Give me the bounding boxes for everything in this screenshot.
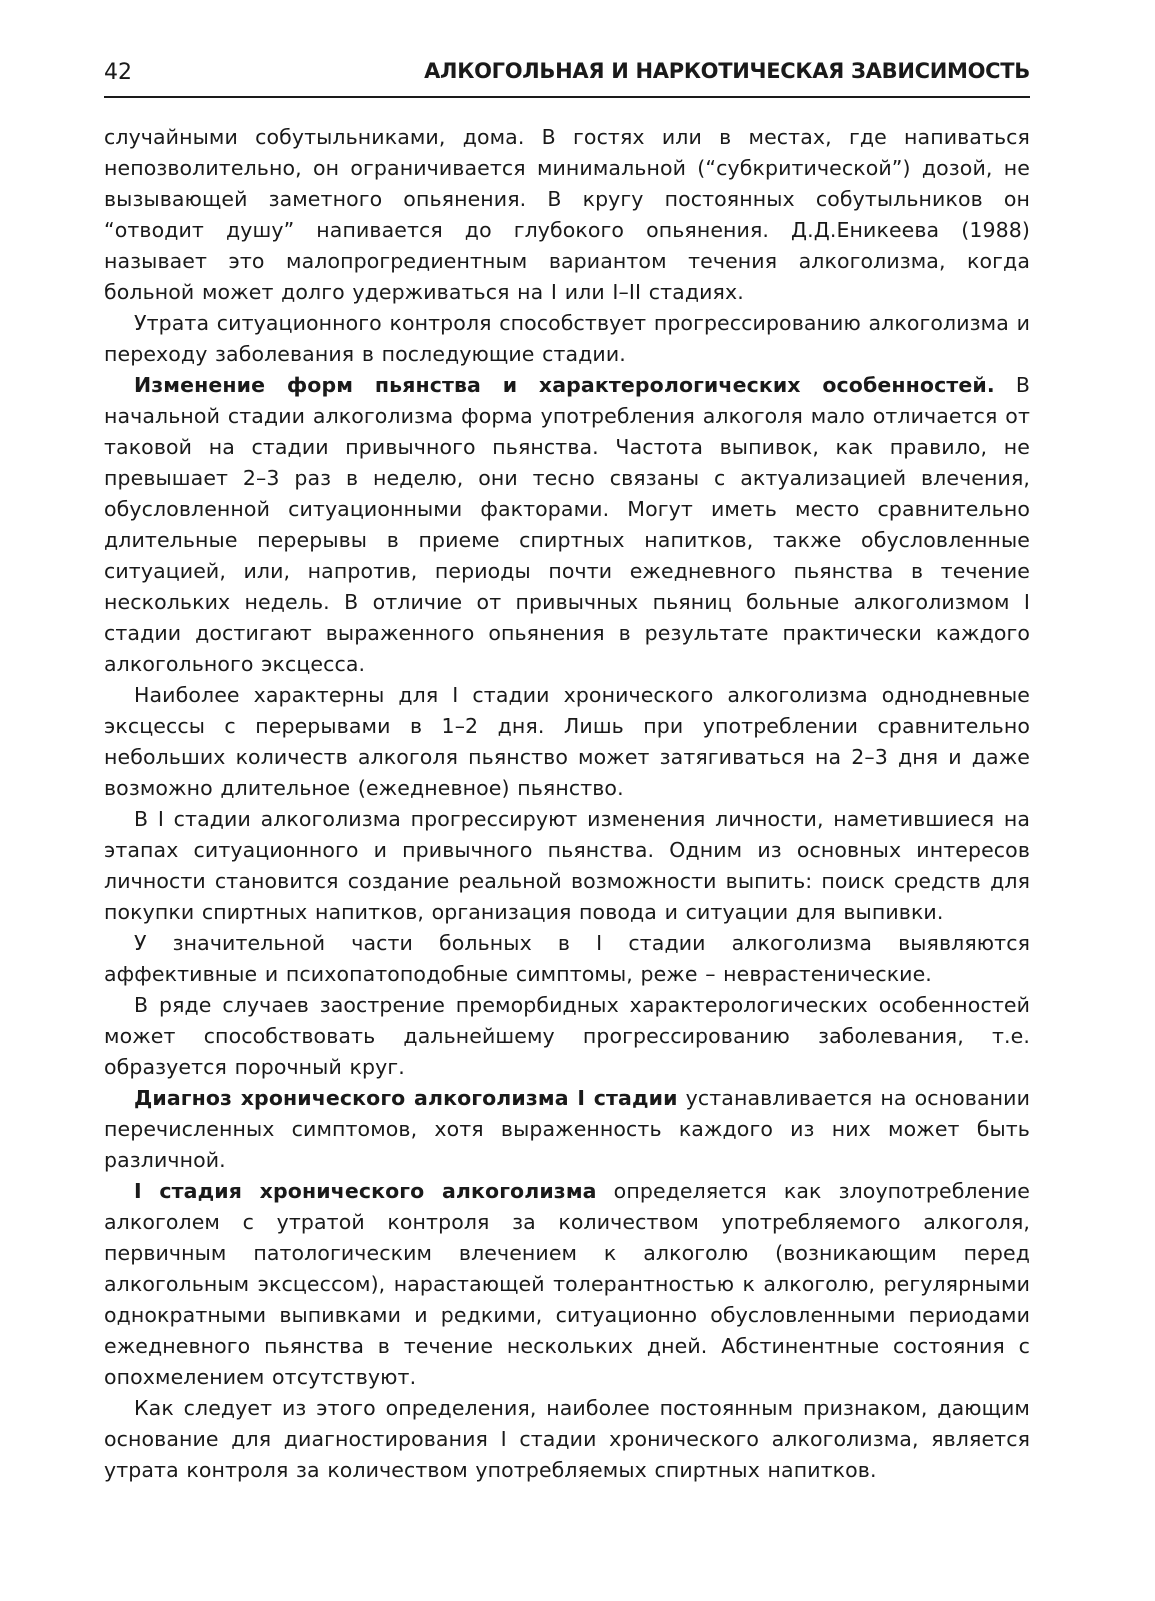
running-title: АЛКОГОЛЬНАЯ И НАРКОТИЧЕСКАЯ ЗАВИСИМОСТЬ [424, 59, 1030, 83]
running-head [104, 0, 1030, 98]
book-page [104, 0, 1030, 1486]
paragraph-text: Утрата ситуационного контроля способствует прогрессированию алкоголизма и переходу заболевания в последующие стадии. [104, 311, 1030, 366]
paragraph-text: Как следует из этого определения, наиболее постоянным признаком, дающим основание для диагностирования I стадии хронического алкоголизма, является утрата контроля за количеством употребляемых спиртных напитков. [104, 1396, 1030, 1482]
paragraph [104, 370, 1030, 680]
paragraph [104, 1393, 1030, 1486]
paragraph [104, 680, 1030, 804]
paragraph [104, 1083, 1030, 1176]
paragraph-heading: Диагноз хронического алкоголизма I стадии [134, 1086, 678, 1110]
paragraph [104, 1176, 1030, 1393]
paragraph [104, 804, 1030, 928]
body-text [104, 98, 1030, 1486]
paragraph-heading: Изменение форм пьянства и характерологических особенностей. [134, 373, 995, 397]
paragraph [104, 122, 1030, 308]
paragraph-text: В начальной стадии алкоголизма форма употребления алкоголя мало отличается от таковой на стадии привычного пьянства. Частота выпивок, как правило, не превышает 2–3 раз в неделю, они тесно связаны с актуализацией влечения, обусловленной ситуационными факторами. Могут иметь место сравнительно длительные перерывы в приеме спиртных напитков, также обусловленные ситуацией, или, напротив, периоды почти ежедневного пьянства в течение нескольких недель. В отличие от привычных пьяниц больные алкоголизмом I стадии достигают выраженного опьянения в результате практически каждого алкогольного эксцесса. [104, 373, 1031, 676]
paragraph [104, 308, 1030, 370]
paragraph-text: Наиболее характерны для I стадии хронического алкоголизма однодневные эксцессы с перерывами в 1–2 дня. Лишь при употреблении сравнительно небольших количеств алкоголя пьянство может затягиваться на 2–3 дня и даже возможно длительное (ежедневное) пьянство. [104, 683, 1030, 800]
paragraph-text: определяется как злоупотребление алкоголем с утратой контроля за количеством употребляемого алкоголя, первичным патологическим влечением к алкоголю (возникающим перед алкогольным эксцессом), нарастающей толерантностью к алкоголю, регулярными однократными выпивками и редкими, ситуационно обусловленными периодами ежедневного пьянства в течение нескольких дней. Абстинентные состояния с опохмелением отсутствуют. [104, 1179, 1030, 1389]
paragraph-text: случайными собутыльниками, дома. В гостях или в местах, где напиваться непозволительно, он ограничивается минимальной (“субкритической”) дозой, не вызывающей заметного опьянения. В кругу постоянных собутыльников он “отводит душу” напивается до глубокого опьянения. Д.Д.Еникеева (1988) называет это малопрогредиентным вариантом течения алкоголизма, когда больной может долго удерживаться на I или I–II стадиях. [104, 125, 1030, 304]
paragraph-text: устанавливается на основании перечисленных симптомов, хотя выраженность каждого из них может быть различной. [104, 1086, 1031, 1172]
paragraph-heading: I стадия хронического алкоголизма [134, 1179, 597, 1203]
paragraph-text: У значительной части больных в I стадии алкоголизма выявляются аффективные и психопатоподобные симптомы, реже – неврастенические. [104, 931, 1030, 986]
paragraph [104, 990, 1030, 1083]
paragraph-text: В I стадии алкоголизма прогрессируют изменения личности, наметившиеся на этапах ситуационного и привычного пьянства. Одним из основных интересов личности становится создание реальной возможности выпить: поиск средств для покупки спиртных напитков, организация повода и ситуации для выпивки. [104, 807, 1030, 924]
page-number: 42 [104, 60, 132, 85]
paragraph [104, 928, 1030, 990]
paragraph-text: В ряде случаев заострение преморбидных характерологических особенностей может способствовать дальнейшему прогрессированию заболевания, т.е. образуется порочный круг. [104, 993, 1030, 1079]
